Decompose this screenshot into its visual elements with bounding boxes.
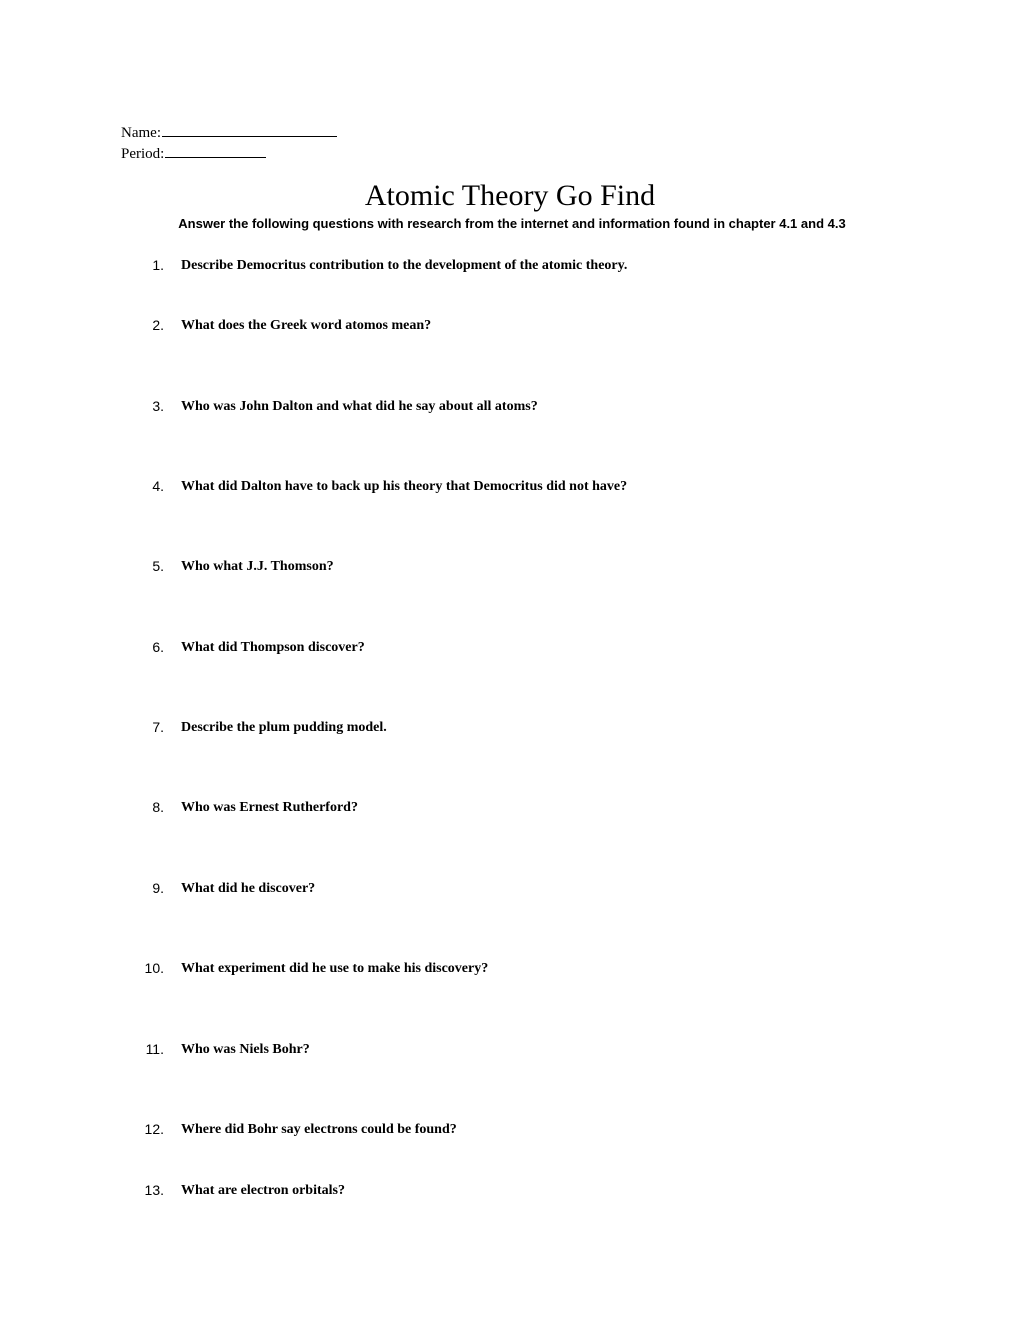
question-number: 4.: [152, 478, 164, 494]
question-text: What did Dalton have to back up his theory that Democritus did not have?: [181, 479, 628, 494]
question-number: 11.: [145, 1041, 164, 1057]
question-number: 7.: [152, 719, 164, 735]
question-item: [0, 958, 1020, 978]
question-item: [0, 878, 1020, 898]
question-item: [0, 1119, 1020, 1139]
question-text: What are electron orbitals?: [181, 1183, 345, 1198]
question-number: 3.: [152, 398, 164, 414]
period-label: Period:: [121, 146, 165, 162]
question-number: 13.: [144, 1182, 164, 1198]
question-text: What did he discover?: [181, 881, 316, 896]
question-number: 1.: [152, 257, 164, 273]
question-number: 8.: [152, 799, 164, 815]
question-text: Who what J.J. Thomson?: [181, 559, 334, 574]
question-item: [0, 717, 1020, 737]
question-item: [0, 797, 1020, 817]
question-number: 6.: [152, 639, 164, 655]
question-item: [0, 255, 1020, 275]
question-text: Who was Ernest Rutherford?: [181, 800, 358, 815]
question-number: 2.: [152, 317, 164, 333]
question-text: What experiment did he use to make his discovery?: [181, 961, 489, 976]
question-text: Who was John Dalton and what did he say about all atoms?: [181, 399, 538, 414]
question-item: [0, 1039, 1020, 1059]
question-item: [0, 315, 1020, 335]
instructions: Answer the following questions with research from the internet and information found in chapter 4.1 and 4.3: [178, 216, 846, 231]
question-text: Where did Bohr say electrons could be found?: [181, 1122, 457, 1137]
question-item: [0, 637, 1020, 657]
question-number: 12.: [144, 1121, 164, 1137]
question-number: 10.: [144, 960, 164, 976]
question-number: 9.: [152, 880, 164, 896]
name-label: Name:: [121, 125, 161, 141]
question-item: [0, 1180, 1020, 1200]
question-item: [0, 556, 1020, 576]
question-text: Describe Democritus contribution to the development of the atomic theory.: [181, 258, 628, 273]
question-text: Who was Niels Bohr?: [181, 1042, 310, 1057]
question-text: What did Thompson discover?: [181, 640, 365, 655]
question-item: [0, 476, 1020, 496]
question-number: 5.: [152, 558, 164, 574]
question-item: [0, 396, 1020, 416]
question-text: What does the Greek word atomos mean?: [181, 318, 432, 333]
page-title: Atomic Theory Go Find: [364, 179, 656, 212]
question-text: Describe the plum pudding model.: [181, 720, 387, 735]
